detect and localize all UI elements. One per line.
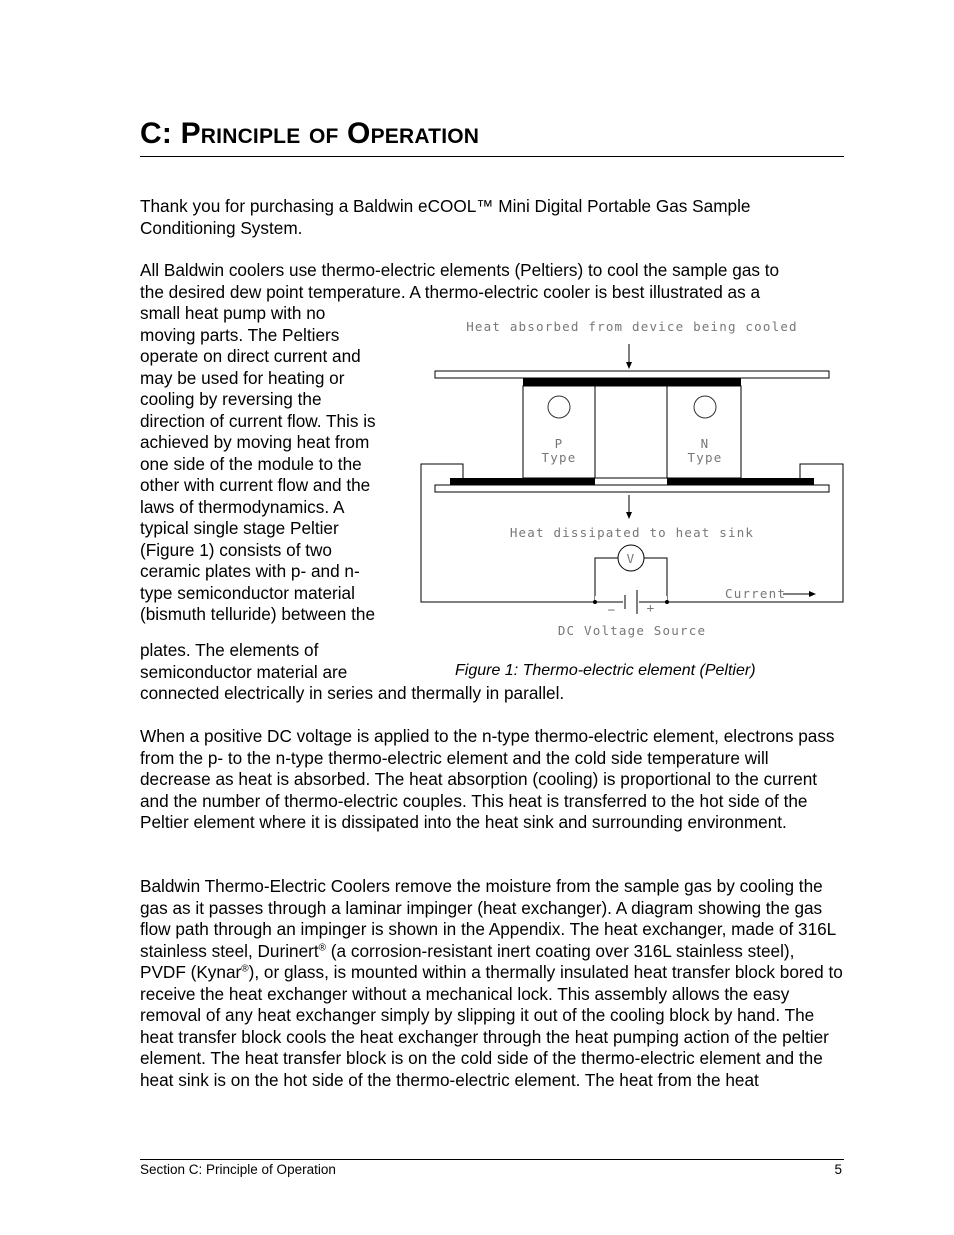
dc-voltage-paragraph: When a positive DC voltage is applied to the n-type thermo-electric element, electrons pass from the p- to the n-type thermo-electric element and the cold side temperature will decrease as heat is absorbed. The heat absorption (cooling) is proportional to the current and the number of thermo-electric couples. This heat is transferred to the hot side of the Peltier element where it is dissipated into the heat sink and surrounding environment. xyxy=(140,726,835,832)
peltier-diagram xyxy=(415,312,850,644)
text-line: laws of thermodynamics. A xyxy=(140,496,345,517)
node-dot xyxy=(593,600,597,604)
text-line: moving parts. The Peltiers xyxy=(140,324,340,345)
text-span: (a corrosion-resistant inert coating over 316L stainless steel), PVDF (Kynar xyxy=(140,940,795,982)
element-gap xyxy=(595,386,667,478)
text-line: the desired dew point temperature. A thermo-electric cooler is best illustrated as a xyxy=(140,281,761,302)
n-electron-symbol xyxy=(694,396,716,418)
text-line: All Baldwin coolers use thermo-electric elements (Peltiers) to cool the sample gas to xyxy=(140,260,780,280)
text-span: ), or glass, is mounted within a thermally insulated heat transfer block bored to receive the heat exchanger without a mechanical lock. This assembly allows the easy removal of any heat exchanger simply by slipping it out of the cooling block by hand. The heat transfer block cools the heat exchanger through the heat pumping action of the peltier element. The heat transfer block is on the cold side of the thermo-electric element and the heat sink is on the hot side of the thermo-electric element. The heat from the heat xyxy=(140,962,843,1090)
bottom-conductor-left xyxy=(450,478,595,485)
voltmeter-lead-right xyxy=(644,558,667,602)
p-type-label: Type xyxy=(541,450,577,465)
text-line: plates. The elements of xyxy=(140,640,319,660)
top-conductor xyxy=(523,378,741,386)
peltier-figure xyxy=(415,312,850,644)
dc-source-label: DC Voltage Source xyxy=(557,623,707,638)
current-label: Current xyxy=(725,586,787,601)
footer-rule xyxy=(140,1159,844,1160)
text-line: operate on direct current and xyxy=(140,346,361,366)
registered-mark: ® xyxy=(241,963,249,975)
registered-mark: ® xyxy=(318,941,327,953)
figure-caption: Figure 1: Thermo-electric element (Peltier) xyxy=(455,662,756,679)
text-line: cooling by reversing the xyxy=(140,389,322,409)
bottom-conductor-right xyxy=(667,478,814,485)
n-label: N xyxy=(700,436,710,451)
node-dot xyxy=(665,600,669,604)
text-line: direction of current flow. This is xyxy=(140,410,376,431)
text-line: other with current flow and the xyxy=(140,475,371,495)
text-line: small heat pump with no xyxy=(140,303,326,323)
page-title: C: Principle of Operation xyxy=(140,112,844,157)
text-line: connected electrically in series and thermally in parallel. xyxy=(140,683,565,703)
text-line: achieved by moving heat from xyxy=(140,432,370,452)
text-line: one side of the module to the xyxy=(140,453,362,474)
text-line: type semiconductor material xyxy=(140,582,355,603)
minus-label: − xyxy=(607,602,617,617)
cooler-paragraph xyxy=(140,876,844,1091)
text-line: ceramic plates with p- and n- xyxy=(140,561,360,581)
heat-dissipated-label: Heat dissipated to heat sink xyxy=(509,525,755,540)
p-hole-symbol xyxy=(548,396,570,418)
text-line: (bismuth telluride) between the xyxy=(140,604,376,624)
text-line: (Figure 1) consists of two xyxy=(140,539,332,560)
page-number: 5 xyxy=(834,1162,842,1177)
plus-label: + xyxy=(646,600,656,615)
voltmeter-lead-left xyxy=(595,558,618,602)
intro-paragraph: Thank you for purchasing a Baldwin eCOOL™ Mini Digital Portable Gas Sample Conditioning System. xyxy=(140,196,751,238)
top-ceramic-plate xyxy=(435,371,829,378)
bottom-ceramic-plate xyxy=(435,485,829,492)
arrow-head xyxy=(626,512,632,519)
arrow-head xyxy=(626,362,632,369)
voltmeter-label: V xyxy=(626,551,636,566)
heat-absorbed-label: Heat absorbed from device being cooled xyxy=(466,319,798,334)
text-span: Baldwin Thermo-Electric Coolers remove the moisture from the sample gas by cooling the gas as it passes through a laminar impinger (heat exchanger). A diagram showing the gas flow path through an impinger is shown in the Appendix. The heat exchanger, made of 316L stainless steel, Durinert xyxy=(140,876,836,961)
text-line: may be used for heating or xyxy=(140,367,345,388)
text-line: semiconductor material are xyxy=(140,661,348,682)
arrow-head xyxy=(809,591,816,597)
p-label: P xyxy=(554,436,564,451)
text-line: typical single stage Peltier xyxy=(140,518,339,538)
footer-section-title: Section C: Principle of Operation xyxy=(140,1162,336,1177)
n-type-label: Type xyxy=(687,450,723,465)
